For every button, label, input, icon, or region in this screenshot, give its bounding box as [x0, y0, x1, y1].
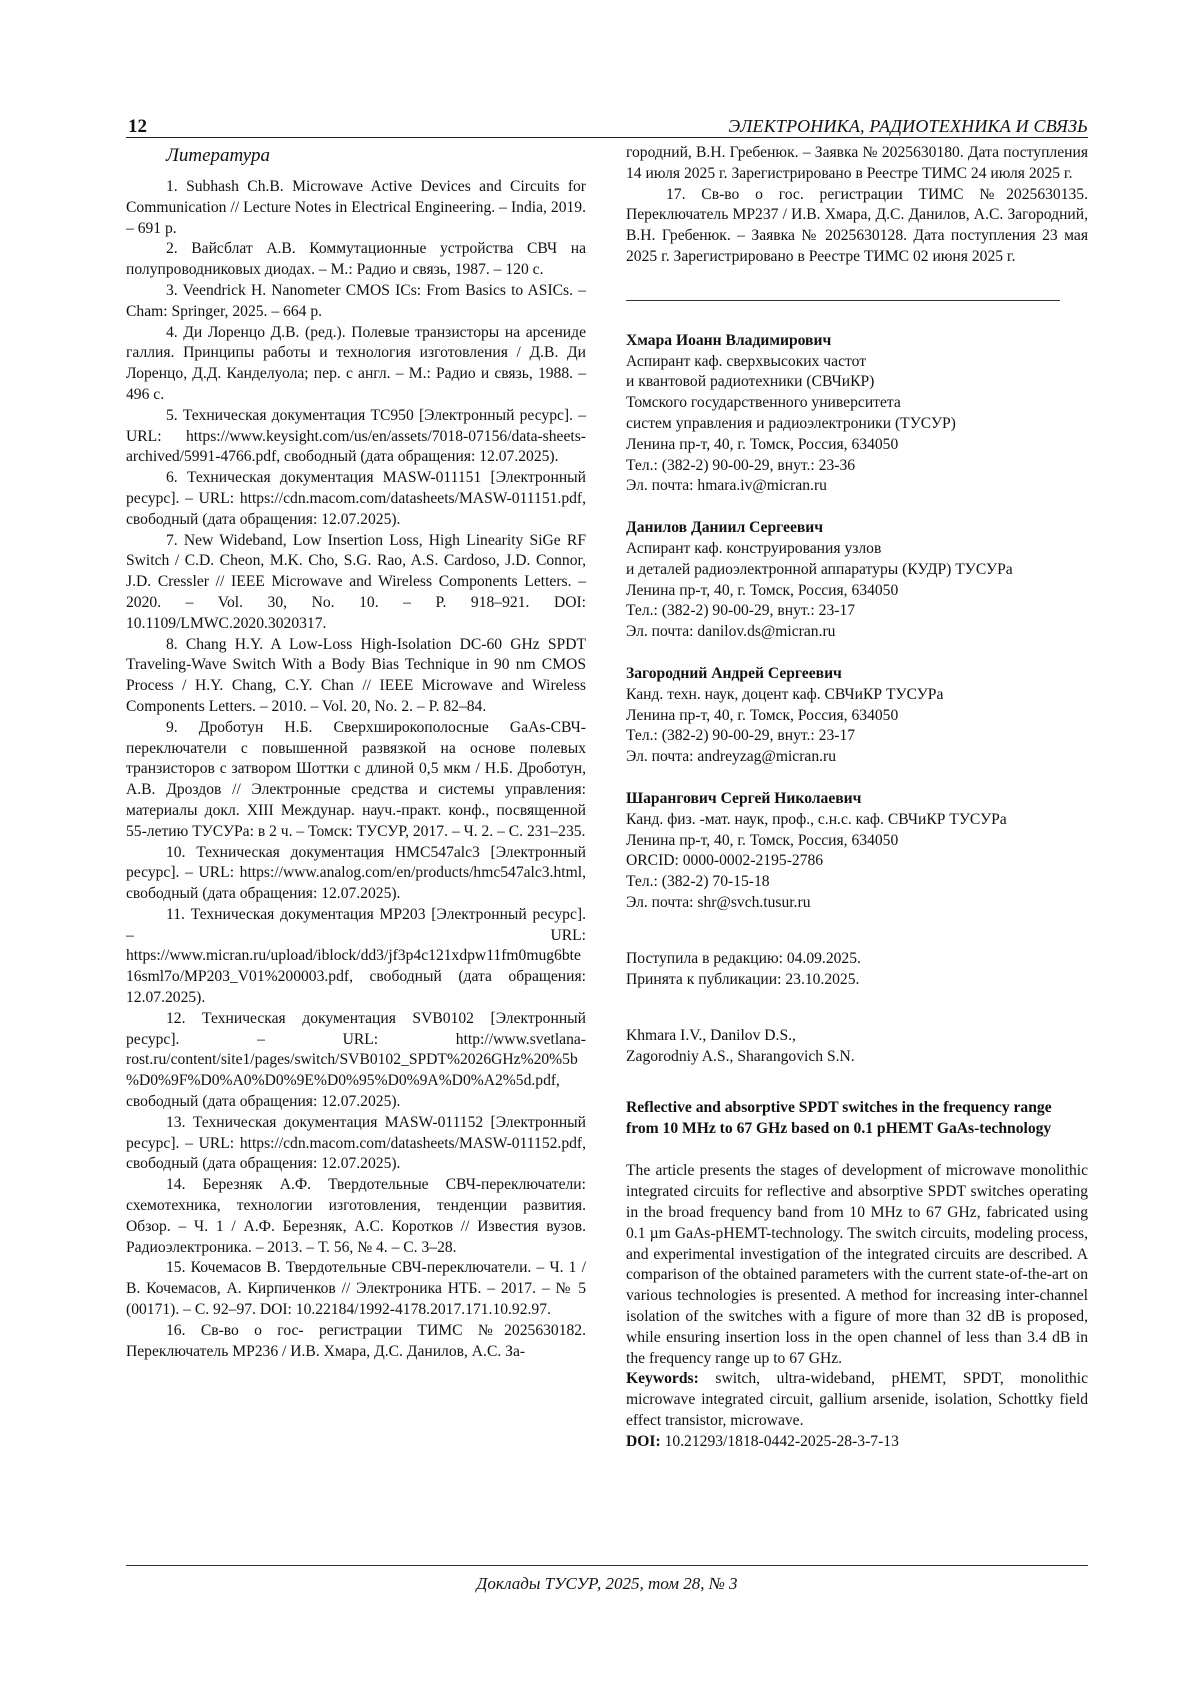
- author-phone: Тел.: (382-2) 90-00-29, внут.: 23-17: [626, 602, 856, 620]
- reference-7: 7. New Wideband, Low Insertion Loss, High Linearity SiGe RF Switch / C.D. Cheon, M.K. Cho, S.G. Rao, A.S. Cardoso, J.D. Connor, J.D. Cressler // IEEE Microwave and Wireless Components Letters. – 2020. – Vol. 30, No. 10. – P. 918–921. DOI: 10.1109/LMWC.2020.3020317.: [126, 531, 586, 632]
- author-position: и квантовой радиотехники (СВЧиКР): [626, 373, 875, 391]
- english-abstract: The article presents the stages of development of microwave monolithic integrated circuits for reflective and absorptive SPDT switches operating in the broad frequency band from 10 MHz to 67 GHz, fabricated using 0.1 µm GaAs-pHEMT-technology. The switch circuits, modeling process, and experimental investigation of the integrated circuits are described. A comparison of the obtained parameters with the current state-of-the-art on various technologies is presented. A method for increasing inter-channel isolation of the switches with a figure of more than 32 dB is proposed, while ensuring insertion loss in the open channel of less than 3.4 dB in the frequency range up to 67 GHz.: [626, 1162, 1088, 1367]
- reference-13: 13. Техническая документация MASW-011152 [Электронный ресурс]. – URL: https://cdn.macom.com/datasheets/MASW-011152.pdf, свободный (дата обращения: 12.07.2025).: [126, 1113, 586, 1173]
- doi-value: 10.21293/1818-0442-2025-28-3-7-13: [664, 1432, 899, 1450]
- reference-6: 6. Техническая документация MASW-011151 [Электронный ресурс]. – URL: https://cdn.macom.com/datasheets/MASW-011151.pdf, свободный (дата обращения: 12.07.2025).: [126, 469, 586, 528]
- author-address: Ленина пр-т, 40, г. Томск, Россия, 634050: [626, 706, 899, 724]
- doi: [626, 1432, 1088, 1453]
- reference-1: 1. Subhash Ch.B. Microwave Active Devices and Circuits for Communication // Lecture Notes in Electrical Engineering. – India, 2019. – 691 p.: [126, 178, 586, 237]
- reference-3: 3. Veendrick H. Nanometer CMOS ICs: From Basics to ASICs. – Cham: Springer, 2025. – 664 p.: [126, 281, 586, 320]
- author-phone: Тел.: (382-2) 90-00-29, внут.: 23-36: [626, 456, 856, 474]
- author-block: [626, 664, 1088, 768]
- author-name: Данилов Даниил Сергеевич: [626, 519, 824, 537]
- footer-rule: [126, 1565, 1088, 1566]
- section-separator: [626, 300, 1060, 301]
- english-authors-line: Zagorodniy A.S., Sharangovich S.N.: [626, 1048, 855, 1066]
- author-address: Ленина пр-т, 40, г. Томск, Россия, 634050: [626, 831, 899, 849]
- reference-9: 9. Дроботун Н.Б. Сверхширокополосные GaAs-СВЧ-переключатели с повышенной развязкой на основе полевых транзисторов с затвором Шоттки с длиной 0,5 мкм / Н.Б. Дроботун, А.В. Дроздов // Электронные средства и системы управления: материалы докл. XIII Междунар. науч.-практ. конф., посвященной 55-летию ТУСУРа: в 2 ч. – Томск: ТУСУР, 2017. – Ч. 2. – С. 231–235.: [126, 718, 586, 840]
- keywords-text: switch, ultra-wideband, pHEMT, SPDT, monolithic microwave integrated circuit, gallium arsenide, isolation, Schottky field effect transistor, microwave.: [626, 1370, 1088, 1430]
- reference-8: 8. Chang H.Y. A Low-Loss High-Isolation DC-60 GHz SPDT Traveling-Wave Switch With a Body Bias Technique in 90 nm CMOS Process / H.Y. Chang, C.Y. Chan // IEEE Microwave and Wireless Components Letters. – 2010. – Vol. 20, No. 2. – P. 82–84.: [126, 635, 586, 715]
- author-name: Загородний Андрей Сергеевич: [626, 664, 842, 682]
- author-phone: Тел.: (382-2) 70-15-18: [626, 873, 770, 891]
- author-position: Аспирант каф. сверхвысоких частот: [626, 352, 867, 370]
- reference-2: 2. Вайсблат А.В. Коммутационные устройства СВЧ на полупроводниковых диодах. – М.: Радио и связь, 1987. – 120 с.: [126, 240, 586, 279]
- english-authors-line: Khmara I.V., Danilov D.S.,: [626, 1027, 796, 1045]
- author-name: Хмара Иоанн Владимирович: [626, 331, 832, 349]
- author-phone: Тел.: (382-2) 90-00-29, внут.: 23-17: [626, 727, 856, 745]
- reference-16-part1: 16. Св-во о гос- регистрации ТИМС №2025630182. Переключатель MP236 / И.В. Хмара, Д.С. Данилов, А.С. За-: [126, 1321, 586, 1360]
- left-column: [126, 143, 586, 1362]
- reference-5: 5. Техническая документация TC950 [Электронный ресурс]. – URL: https://www.keysight.com/us/en/assets/7018-07156/data-sheets-archived/5991-4766.pdf, свободный (дата обращения: 12.07.2025).: [126, 406, 586, 466]
- page-number: 12: [128, 116, 147, 137]
- author-block: [626, 789, 1088, 914]
- accepted-date: Принята к публикации: 23.10.2025.: [626, 970, 860, 988]
- author-affiliation: Томского государственного университета: [626, 394, 901, 412]
- author-address: Ленина пр-т, 40, г. Томск, Россия, 634050: [626, 435, 899, 453]
- header-rule: [126, 137, 1088, 138]
- author-address: Ленина пр-т, 40, г. Томск, Россия, 634050: [626, 581, 899, 599]
- reference-16-part2: городний, В.Н. Гребенюк. – Заявка № 2025630180. Дата поступления 14 июля 2025 г. Зарегистрировано в Реестре ТИМС 24 июля 2025 г.: [626, 144, 1088, 182]
- reference-17: 17. Св-во о гос. регистрации ТИМС №2025630135. Переключатель MP237 / И.В. Хмара, Д.С. Данилов, А.С. Загородний, В.Н. Гребенюк. – Заявка № 2025630128. Дата поступления 23 мая 2025 г. Зарегистрировано в Реестре ТИМС 02 июня 2025 г.: [626, 185, 1088, 265]
- received-date: Поступила в редакцию: 04.09.2025.: [626, 949, 861, 967]
- keywords: [626, 1369, 1088, 1431]
- author-block: [626, 518, 1088, 643]
- author-orcid: ORCID: 0000-0002-2195-2786: [626, 852, 824, 870]
- doi-label: DOI:: [626, 1432, 661, 1450]
- reference-15: 15. Кочемасов В. Твердотельные СВЧ-переключатели. – Ч. 1 / В. Кочемасов, А. Кирпиченков // Электроника НТБ. – 2017. – № 5 (00171). – С. 92–97. DOI: 10.22184/1992-4178.2017.171.10.92.97.: [126, 1259, 586, 1319]
- english-authors: [626, 1026, 1088, 1068]
- author-position: Канд. физ. -мат. наук, проф., с.н.с. каф. СВЧиКР ТУСУРа: [626, 810, 1007, 828]
- author-affiliation: систем управления и радиоэлектроники (ТУСУР): [626, 414, 956, 432]
- author-name: Шарангович Сергей Николаевич: [626, 789, 862, 807]
- author-email: Эл. почта: hmara.iv@micran.ru: [626, 477, 827, 495]
- publication-dates: [626, 949, 1088, 991]
- english-title: Reflective and absorptive SPDT switches in the frequency range from 10 MHz to 67 GHz based on 0.1 pHEMT GaAs-technology: [626, 1098, 1052, 1137]
- literature-heading: Литература: [166, 145, 270, 166]
- reference-10: 10. Техническая документация HMC547alc3 [Электронный ресурс]. – URL: https://www.analog.com/en/products/hmc547alc3.html, свободный (дата обращения: 12.07.2025).: [126, 843, 586, 903]
- reference-12: 12. Техническая документация SVB0102 [Электронный ресурс]. – URL: http://www.svetlana-rost.ru/content/site1/pages/switch/SVB0102_SPDT%2026GHz%20%5b%D0%9F%D0%A0%D0%9E%D0%95%D0%9A%D0%A2%5d.pdf, свободный (дата обращения: 12.07.2025).: [126, 1009, 586, 1111]
- author-position: Аспирант каф. конструирования узлов: [626, 539, 882, 557]
- author-position: Канд. техн. наук, доцент каф. СВЧиКР ТУСУРа: [626, 685, 944, 703]
- author-email: Эл. почта: shr@svch.tusur.ru: [626, 893, 811, 911]
- journal-section-title: ЭЛЕКТРОНИКА, РАДИОТЕХНИКА И СВЯЗЬ: [728, 116, 1088, 136]
- page-footer: Доклады ТУСУР, 2025, том 28, № 3: [476, 1574, 738, 1593]
- author-position: и деталей радиоэлектронной аппаратуры (КУДР) ТУСУРа: [626, 560, 1013, 578]
- reference-11: 11. Техническая документация MP203 [Электронный ресурс]. – URL: https://www.micran.ru/upload/iblock/dd3/jf3p4c121xdpw11fm0mug6bte16sml7o/MP203_V01%200003.pdf, свободный (дата обращения: 12.07.2025).: [126, 905, 586, 1007]
- author-block: [626, 331, 1088, 497]
- keywords-label: Keywords:: [626, 1370, 699, 1388]
- right-column: [626, 143, 1088, 1453]
- reference-4: 4. Ди Лоренцо Д.В. (ред.). Полевые транзисторы на арсениде галлия. Принципы работы и технология изготовления / Д.В. Ди Лоренцо, Д.Д. Канделуола; пер. с англ. – М.: Радио и связь, 1988. – 496 с.: [126, 323, 586, 403]
- author-email: Эл. почта: andreyzag@micran.ru: [626, 748, 837, 766]
- reference-14: 14. Березняк А.Ф. Твердотельные СВЧ-переключатели: схемотехника, технологии изготовления, тенденции развития. Обзор. – Ч. 1 / А.Ф. Березняк, А.С. Коротков // Известия вузов. Радиоэлектроника. – 2013. – Т. 56, № 4. – С. 3–28.: [126, 1176, 586, 1256]
- author-email: Эл. почта: danilov.ds@micran.ru: [626, 623, 836, 641]
